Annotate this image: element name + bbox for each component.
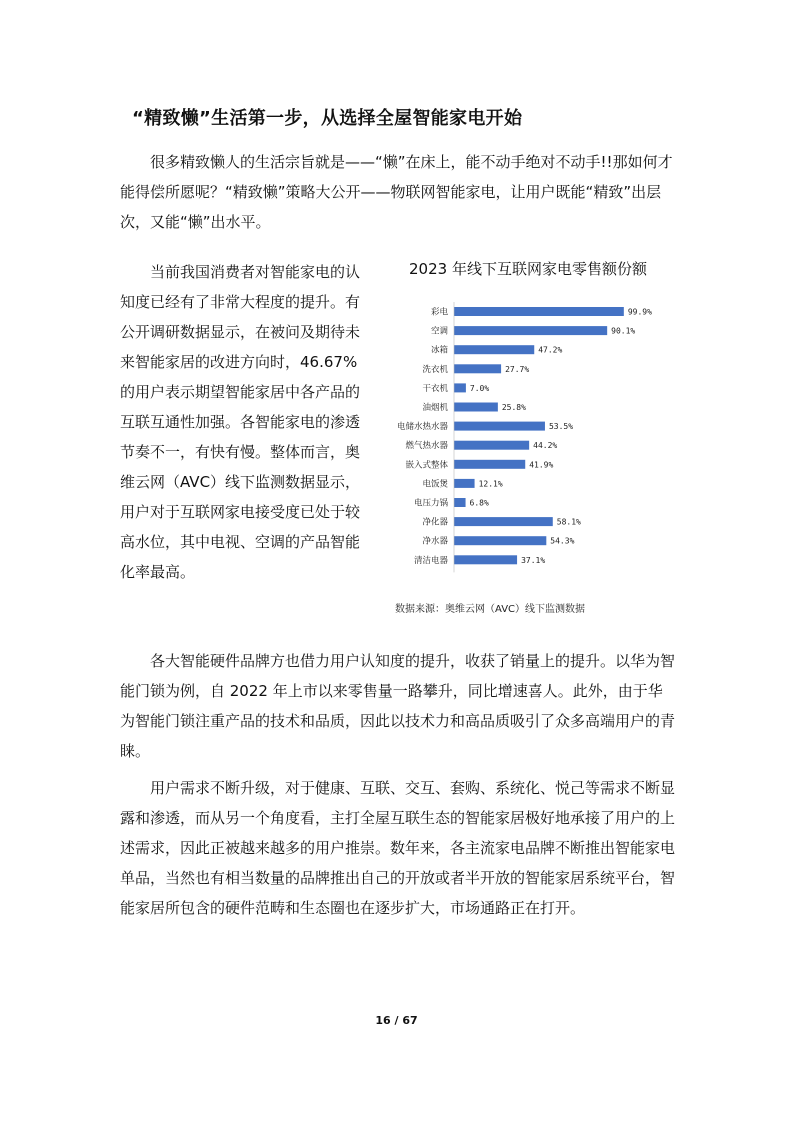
body-paragraph-2: 各大智能硬件品牌方也借力用户认知度的提升，收获了销量上的提升。以华为智能门锁为例，自 2022 年上市以来零售量一路攀升，同比增速喜人。此外，由于华为智能门锁注重产品的技术和品质，因此以技术力和高品质吸引了众多高端用户的青睐。 — [120, 652, 676, 760]
category-label: 清洁电器 — [413, 555, 448, 566]
bar — [454, 460, 525, 469]
value-label: 90.1% — [611, 326, 636, 336]
category-label: 电压力锅 — [413, 498, 448, 509]
category-label: 空调 — [430, 326, 448, 337]
value-label: 7.0% — [469, 383, 490, 393]
intro-paragraph: 很多精致懒人的生活宗旨就是——“懒”在床上，能不动手绝对不动手!!那如何才能得偿所愿呢？“精致懒”策略大公开——物联网智能家电，让用户既能“精致”出层次，又能“懒”出水平。 — [120, 153, 673, 231]
bar — [454, 498, 466, 507]
left-column-paragraph: 当前我国消费者对智能家电的认知度已经有了非常大程度的提升。有公开调研数据显示，在被问及期待未来智能家居的改进方向时，46.67%的用户表示期望智能家居中各产品的互联互通性加强。各智能家电的渗透节奏不一，有快有慢。整体而言，奥维云网（AVC）线下监测数据显示，用户对于互联网家电接受度已处于较高水位，其中电视、空调的产品智能化率最高。 — [120, 263, 361, 581]
category-label: 净化器 — [422, 517, 448, 528]
value-label: 12.1% — [478, 479, 503, 489]
category-label: 电饭煲 — [422, 479, 448, 490]
bar — [454, 479, 475, 488]
value-label: 27.7% — [505, 364, 530, 374]
value-label: 54.3% — [550, 536, 575, 546]
value-label: 99.9% — [627, 307, 652, 317]
category-label: 干衣机 — [422, 383, 448, 394]
page-number: 16 / 67 — [375, 1014, 418, 1027]
category-label: 嵌入式整体 — [405, 460, 448, 471]
value-label: 44.2% — [533, 441, 558, 451]
bar — [454, 364, 501, 373]
section-heading: “精致懒”生活第一步，从选择全屋智能家电开始 — [132, 108, 523, 129]
bar — [454, 326, 607, 335]
category-label: 彩电 — [430, 307, 448, 318]
value-label: 6.8% — [469, 498, 489, 508]
value-label: 41.9% — [529, 460, 554, 470]
body-paragraph-3: 用户需求不断升级，对于健康、互联、交互、套购、系统化、悦己等需求不断显露和渗透，而从另一个角度看，主打全屋互联生态的智能家居极好地承接了用户的上述需求，因此正被越来越多的用户推崇。数年来，各主流家电品牌不断推出智能家电单品，当然也有相当数量的品牌推出自己的开放或者半开放的智能家居系统平台，智能家居所包含的硬件范畴和生态圈也在逐步扩大，市场通路正在打开。 — [120, 779, 676, 917]
category-label: 冰箱 — [430, 345, 448, 356]
category-label: 电储水热水器 — [396, 422, 448, 433]
chart-title: 2023 年线下互联网家电零售额份额 — [409, 260, 647, 278]
value-label: 37.1% — [521, 555, 546, 565]
value-label: 58.1% — [556, 517, 581, 527]
bar — [454, 307, 624, 316]
value-label: 25.8% — [501, 403, 526, 412]
bar — [454, 422, 545, 431]
bar — [454, 345, 534, 354]
bar — [454, 517, 553, 526]
value-label: 47.2% — [538, 345, 563, 355]
category-label: 洗衣机 — [422, 364, 448, 375]
bar — [454, 403, 498, 412]
value-label: 53.5% — [548, 422, 574, 432]
category-label: 净水器 — [422, 536, 448, 547]
bar — [454, 383, 466, 392]
bar — [454, 555, 517, 564]
bar — [454, 536, 546, 545]
category-label: 燃气热水器 — [405, 441, 448, 452]
chart-source: 数据来源：奥维云网（AVC）线下监测数据 — [395, 604, 586, 615]
bar-chart — [372, 300, 672, 575]
bar — [454, 441, 529, 450]
category-label: 油烟机 — [422, 403, 448, 413]
